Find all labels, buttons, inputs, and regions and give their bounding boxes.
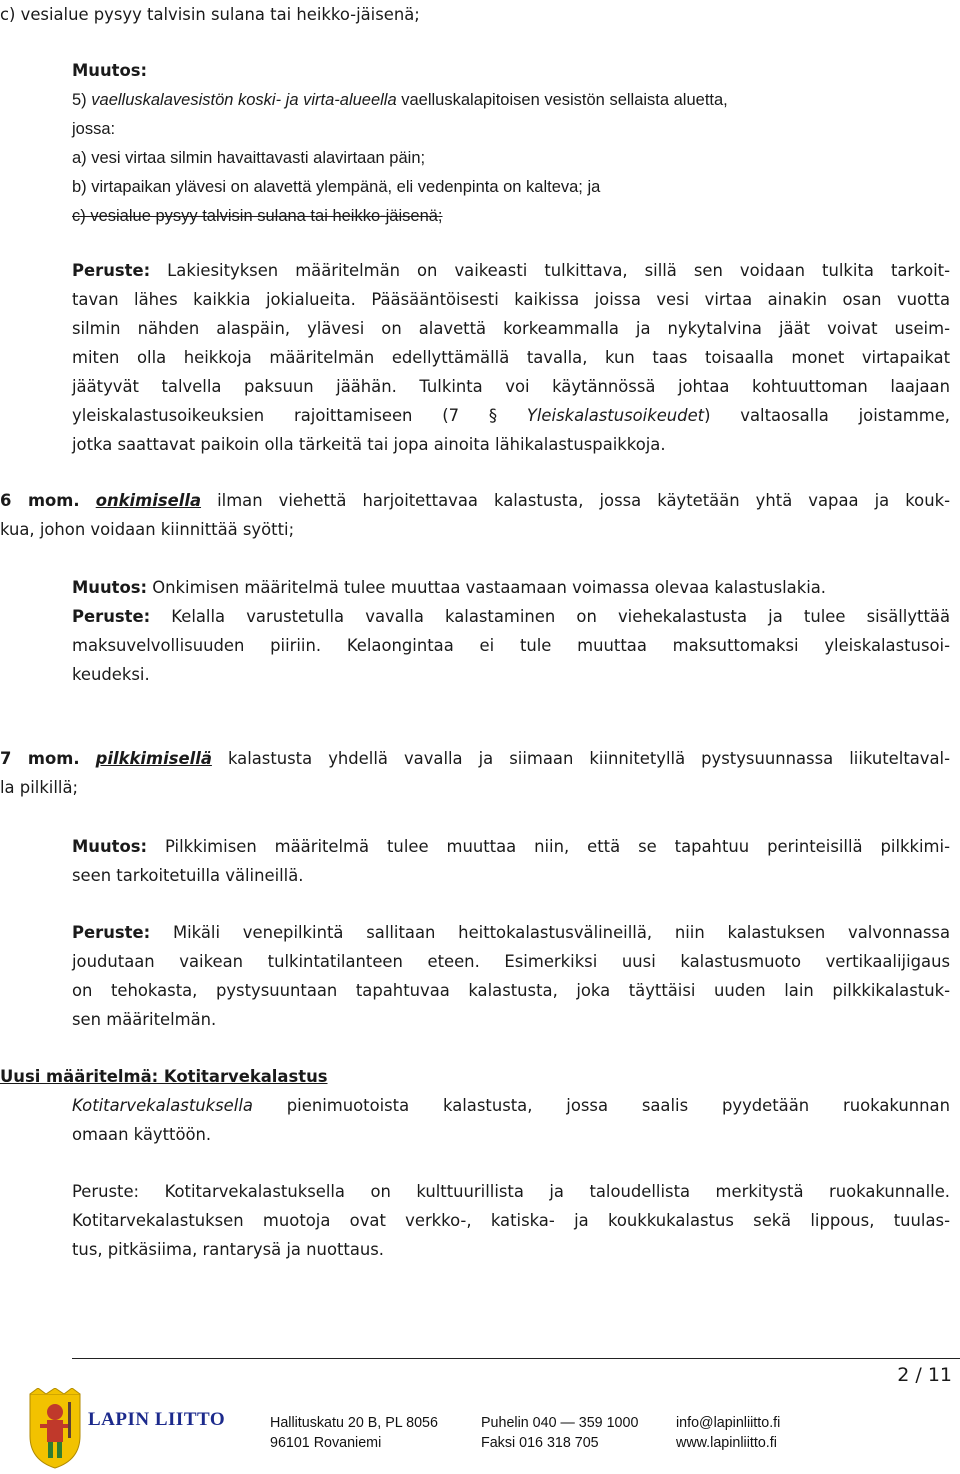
- footer-fax: Faksi 016 318 705: [481, 1435, 599, 1451]
- mom7-muutos-line-1: Muutos: Pilkkimisen määritelmä tulee muuttaa niin, että se tapahtuu perinteisillä pilkkimi-: [72, 837, 950, 856]
- uusi-peruste-line-3: tus, pitkäsiima, rantarysä ja nuottaus.: [72, 1240, 385, 1259]
- page-number: 2 / 11: [897, 1364, 952, 1386]
- mom7-line-2: la pilkillä;: [0, 778, 79, 797]
- muutos-line-1: 5) vaelluskalavesistön koski- ja virta-alueella vaelluskalapitoisen vesistön sellaista aluetta,: [72, 91, 728, 109]
- footer-divider: [72, 1358, 960, 1359]
- coat-of-arms-icon: [26, 1388, 84, 1470]
- mom7-muutos-line-2: seen tarkoitetuilla välineillä.: [72, 866, 304, 885]
- peruste1-line-7: jotka saattavat paikoin olla tärkeitä tai jopa ainoita lähikalastuspaikkoja.: [72, 435, 666, 454]
- mom7-peruste-line-2: joudutaan vaikean tulkintatilanteen eteen. Esimerkiksi uusi kalastusmuoto vertikaalijigaus: [72, 952, 950, 971]
- footer-address-2: 96101 Rovaniemi: [270, 1435, 382, 1451]
- mom7-peruste-line-1: Peruste: Mikäli venepilkintä sallitaan heittokalastusvälineillä, niin kalastuksen valvonnassa: [72, 923, 950, 942]
- mom6-peruste-line-3: keudeksi.: [72, 665, 150, 684]
- mom7-peruste-line-4: sen määritelmän.: [72, 1010, 217, 1029]
- muutos-item-b: b) virtapaikan ylävesi on alavettä ylempänä, eli vedenpinta on kalteva; ja: [72, 178, 601, 196]
- intro-line: c) vesialue pysyy talvisin sulana tai heikko-jäisenä;: [0, 5, 420, 24]
- peruste1-line-1: Peruste: Lakiesityksen määritelmän on vaikeasti tulkittava, sillä sen voidaan tulkita tarkoit-: [72, 261, 950, 280]
- peruste1-line-6: yleiskalastusoikeuksien rajoittamiseen (7 § Yleiskalastusoikeudet) valtaosalla joistamme,: [72, 406, 950, 425]
- uusi-line-1: Kotitarvekalastuksella pienimuotoista kalastusta, jossa saalis pyydetään ruokakunnan: [72, 1096, 950, 1115]
- brand-name: LAPIN LIITTO: [88, 1409, 226, 1430]
- footer-email-link[interactable]: info@lapinliitto.fi: [676, 1415, 781, 1431]
- uusi-peruste-line-1: Peruste: Kotitarvekalastuksella on kulttuurillista ja taloudellista merkitystä ruokakunnalle.: [72, 1182, 950, 1201]
- mom6-line-1: 6 mom. onkimisella ilman viehettä harjoitettavaa kalastusta, jossa käytetään yhtä vapaa ja kouk-: [0, 491, 950, 510]
- mom6-muutos: Muutos: Onkimisen määritelmä tulee muuttaa vastaamaan voimassa olevaa kalastuslakia.: [72, 578, 827, 597]
- muutos-item-c-struck: c) vesialue pysyy talvisin sulana tai heikko-jäisenä;: [72, 207, 443, 225]
- mom7-peruste-line-3: on tehokasta, pystysuuntaan tapahtuvaa kalastusta, joka täyttäisi uuden lain pilkkikalastuk-: [72, 981, 950, 1000]
- muutos-label: Muutos:: [72, 61, 148, 80]
- peruste1-line-3: silmin nähden alaspäin, ylävesi on alavettä korkeammalla ja nykytalvina jäät voivat useim-: [72, 319, 950, 338]
- mom7-line-1: 7 mom. pilkkimisellä kalastusta yhdellä vavalla ja siimaan kiinnitetyllä pystysuunnassa liikuteltaval-: [0, 749, 950, 768]
- uusi-heading: Uusi määritelmä: Kotitarvekalastus: [0, 1067, 328, 1086]
- mom6-peruste-line-1: Peruste: Kelalla varustetulla vavalla kalastaminen on viehekalastusta ja tulee sisällyttää: [72, 607, 950, 626]
- muutos-item-a: a) vesi virtaa silmin havaittavasti alavirtaan päin;: [72, 149, 426, 167]
- uusi-peruste-line-2: Kotitarvekalastuksen muotoja ovat verkko-, katiska- ja koukkukalastus sekä lippous, tuulas-: [72, 1211, 950, 1230]
- peruste1-line-2: tavan lähes kaikkia jokialueita. Pääsääntöisesti kaikissa joissa vesi virtaa ainakin osan vuotta: [72, 290, 950, 309]
- uusi-line-2: omaan käyttöön.: [72, 1125, 212, 1144]
- mom6-line-2: kua, johon voidaan kiinnittää syötti;: [0, 520, 295, 539]
- mom6-peruste-line-2: maksuvelvollisuuden piiriin. Kelaongintaa ei tule muuttaa maksuttomaksi yleiskalastusoi-: [72, 636, 950, 655]
- peruste1-line-5: jäätyvät talvella paksuun jäähän. Tulkinta voi käytännössä johtaa kohtuuttoman laajaan: [72, 377, 950, 396]
- peruste1-line-4: miten olla heikkoja määritelmän edellyttämällä tavalla, kun taas toisaalla monet virtapaikat: [72, 348, 950, 367]
- muutos-line-2: jossa:: [72, 120, 116, 138]
- footer-address-1: Hallituskatu 20 B, PL 8056: [270, 1415, 438, 1431]
- footer-web-link[interactable]: www.lapinliitto.fi: [676, 1435, 777, 1451]
- footer-phone: Puhelin 040 — 359 1000: [481, 1415, 639, 1431]
